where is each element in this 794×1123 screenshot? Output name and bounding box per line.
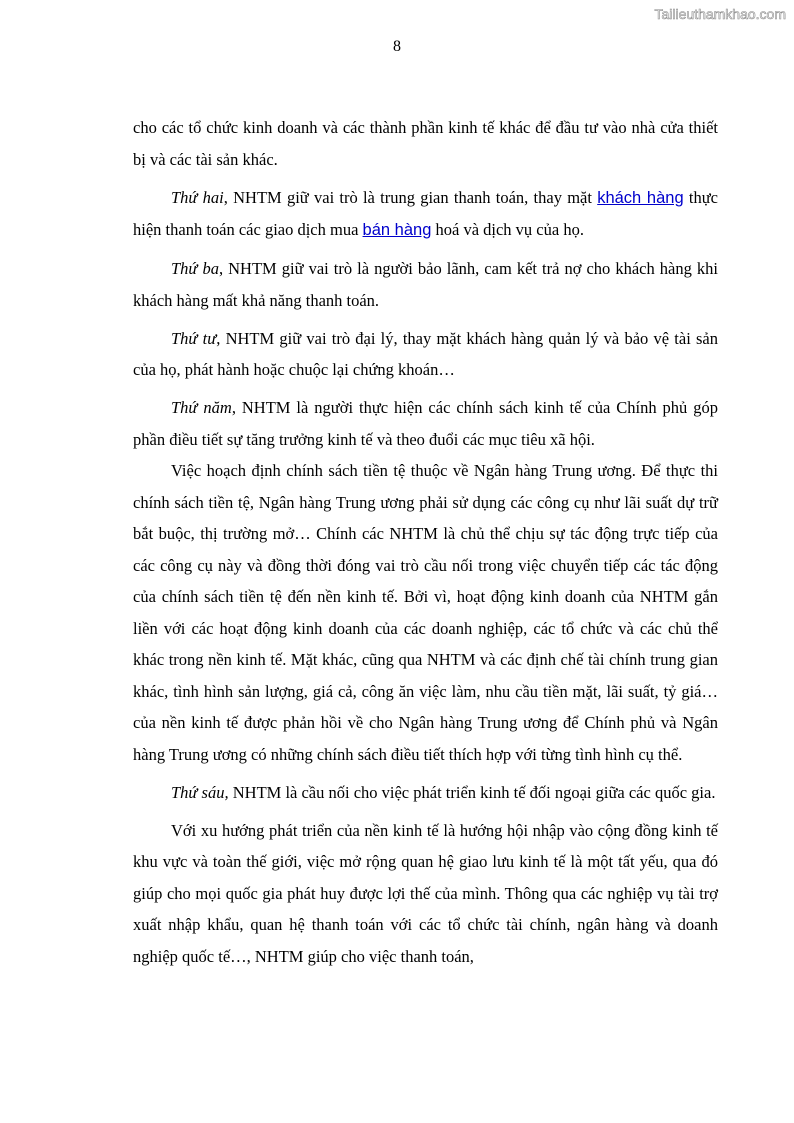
paragraph-3-text: , NHTM giữ vai trò là người bảo lãnh, cam kết trả nợ cho khách hàng khi khách hàng mất khả năng thanh toán. [133,259,718,310]
paragraph-8: Với xu hướng phát triển của nền kinh tế là hướng hội nhập vào cộng đồng kinh tế khu vực và toàn thế giới, việc mở rộng quan hệ giao lưu kinh tế là một tất yếu, qua đó giúp cho mọi quốc gia phát huy được lợi thế của mình. Thông qua các nghiệp vụ tài trợ xuất nhập khẩu, quan hệ thanh toán với các tổ chức tài chính, ngân hàng và doanh nghiệp quốc tế…, NHTM giúp cho việc thanh toán, [133,820,718,966]
paragraph-3-lead: Thứ ba [171,259,219,278]
page-number: 8 [393,38,401,55]
paragraph-3 [133,253,718,316]
paragraph-4-text: , NHTM giữ vai trò đại lý, thay mặt khách hàng quản lý và bảo vệ tài sản của họ, phát hành hoặc chuộc lại chứng khoán… [133,328,718,379]
site-watermark: Tailieuthamkhao.com [654,6,786,22]
paragraph-2-lead: Thứ hai [171,187,224,207]
paragraph-2-text-c: hoá và dịch vụ của họ. [431,220,584,239]
paragraph-2-text-a: , NHTM giữ vai trò là trung gian thanh toán, thay mặt [223,187,598,207]
paragraph-5-text: , NHTM là người thực hiện các chính sách kinh tế của Chính phủ góp phần điều tiết sự tăng trưởng kinh tế và theo đuổi các mục tiêu xã hội. [133,398,718,449]
paragraph-7-lead: Thứ sáu, [171,782,229,802]
paragraph-5-lead: Thứ năm [171,398,232,417]
paragraph-7 [133,777,718,809]
paragraph-1: cho các tổ chức kinh doanh và các thành phần kinh tế khác để đầu tư vào nhà cửa thiết bị và các tài sản khác. [133,118,718,169]
paragraph-4-lead: Thứ tư [171,328,217,348]
document-body [133,112,718,972]
ban-hang-link[interactable]: bán hàng [362,221,432,239]
khach-hang-link[interactable]: khách hàng [597,188,684,207]
paragraph-2 [133,182,718,247]
paragraph-4 [133,323,718,386]
paragraph-7-text: NHTM là cầu nối cho việc phát triển kinh tế đối ngoại giữa các quốc gia. [228,782,716,802]
paragraph-6: Việc hoạch định chính sách tiền tệ thuộc về Ngân hàng Trung ương. Để thực thi chính sách tiền tệ, Ngân hàng Trung ương phải sử dụng các công cụ như lãi suất dự trữ bắt buộc, thị trường mở… Chính các NHTM là chủ thể chịu sự tác động trực tiếp của các công cụ này và đồng thời đóng vai trò cầu nối trong việc chuyển tiếp các tác động của chính sách tiền tệ đến nền kinh tế. Bởi vì, hoạt động kinh doanh của NHTM gắn liền với các hoạt động kinh doanh của các doanh nghiệp, các tổ chức và các chủ thể khác trong nền kinh tế. Mặt khác, cũng qua NHTM và các định chế tài chính trung gian khác, tình hình sản lượng, giá cả, công ăn việc làm, nhu cầu tiền mặt, lãi suất, tỷ giá… của nền kinh tế được phản hồi về cho Ngân hàng Trung ương để Chính phủ và Ngân hàng Trung ương có những chính sách điều tiết thích hợp với từng tình hình cụ thể. [133,461,718,764]
paragraph-5 [133,392,718,455]
paragraph-2-text-b: thực hiện thanh toán các giao dịch mua [133,187,718,239]
